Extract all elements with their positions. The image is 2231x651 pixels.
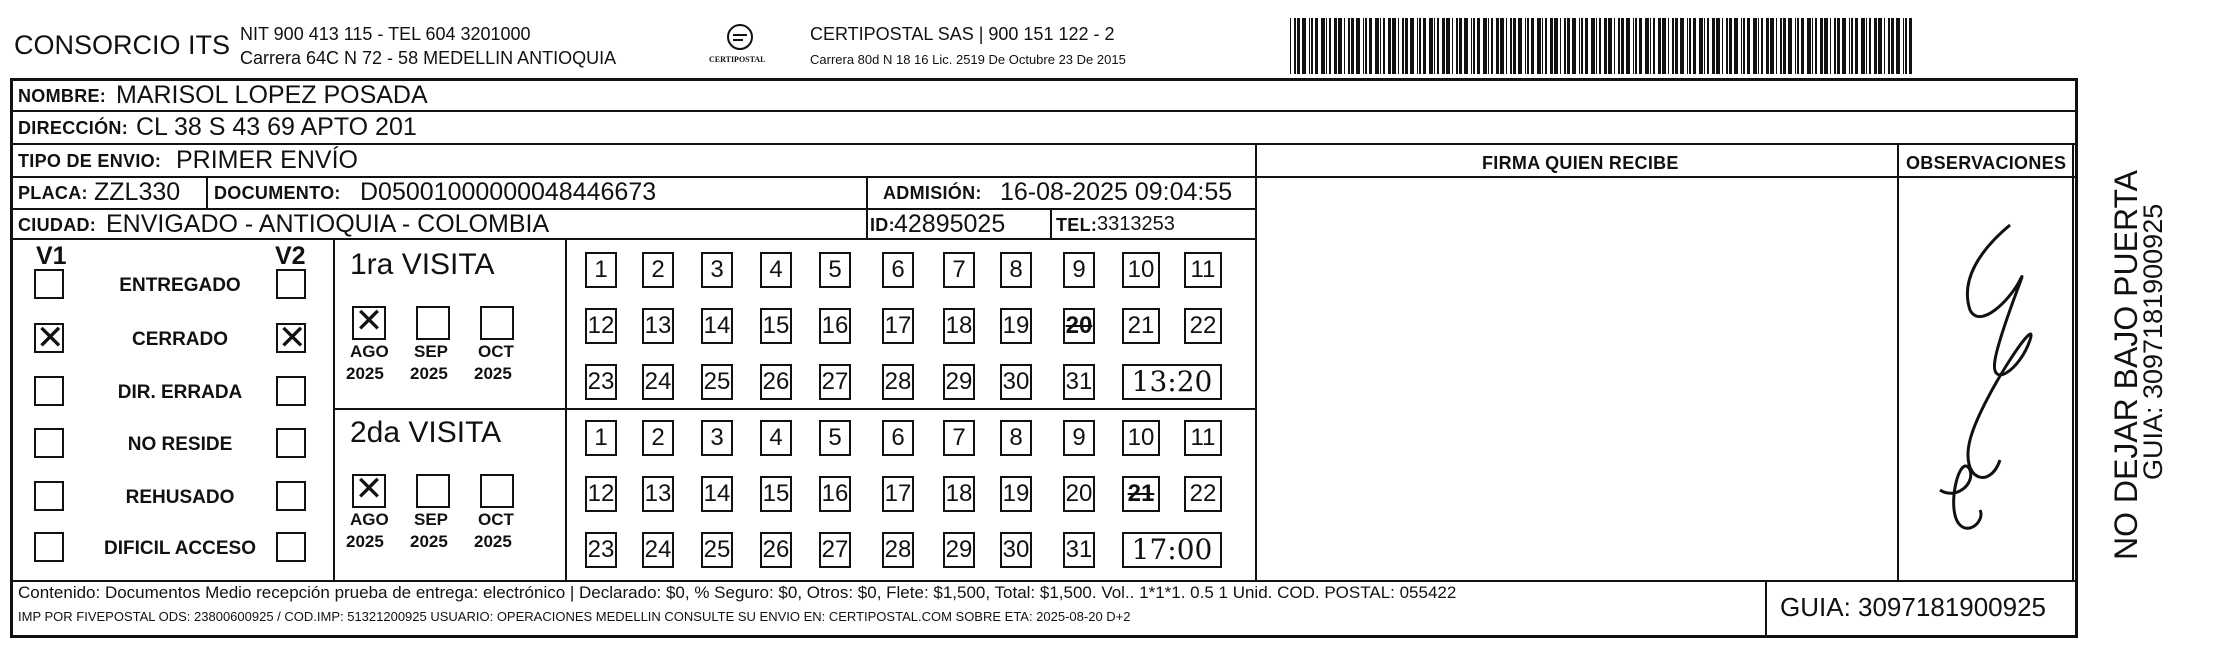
barcode-bar bbox=[1830, 18, 1831, 74]
barcode-bar bbox=[1442, 18, 1445, 74]
carrier-address: Carrera 80d N 18 16 Lic. 2519 De Octubre 23 De 2015 bbox=[810, 52, 1126, 67]
day-box[interactable]: 23 bbox=[585, 364, 617, 400]
day-box[interactable]: 27 bbox=[819, 532, 851, 568]
day-box[interactable]: 18 bbox=[943, 308, 975, 344]
month-label: AGO bbox=[350, 342, 389, 361]
barcode-bar bbox=[1596, 18, 1597, 74]
barcode-bar bbox=[1604, 18, 1607, 74]
barcode-bar bbox=[1849, 18, 1850, 74]
day-box[interactable]: 17 bbox=[882, 308, 914, 344]
visit-title: 1ra VISITA bbox=[350, 248, 495, 281]
barcode-bar bbox=[1437, 18, 1439, 74]
month-checkbox[interactable]: ✕ bbox=[352, 306, 386, 340]
day-box[interactable]: 17 bbox=[882, 476, 914, 512]
tipo-value: PRIMER ENVÍO bbox=[176, 146, 358, 174]
barcode-bar bbox=[1491, 18, 1493, 74]
month-label: OCT bbox=[478, 510, 514, 529]
barcode-bar bbox=[1380, 18, 1381, 74]
barcode-bar bbox=[1506, 18, 1507, 74]
day-box[interactable]: 7 bbox=[943, 420, 975, 456]
day-box[interactable]: 22 bbox=[1184, 308, 1222, 344]
barcode-bar bbox=[1650, 18, 1651, 74]
tel-label: TEL: bbox=[1056, 215, 1098, 235]
documento-value: D05001000000048446673 bbox=[360, 178, 657, 206]
barcode-bar bbox=[1537, 18, 1541, 74]
barcode-bar bbox=[1297, 18, 1300, 74]
barcode-bar bbox=[1542, 18, 1543, 74]
month-checkbox[interactable] bbox=[416, 306, 450, 340]
ciudad-label: CIUDAD: bbox=[18, 215, 97, 235]
barcode-bar bbox=[1834, 18, 1836, 74]
day-box[interactable]: 29 bbox=[943, 364, 975, 400]
day-box[interactable]: 24 bbox=[642, 364, 674, 400]
barcode-bar bbox=[1761, 18, 1763, 74]
v1-checkbox[interactable] bbox=[34, 376, 64, 406]
barcode-bar bbox=[1545, 18, 1547, 74]
barcode-bar bbox=[1776, 18, 1777, 74]
day-box[interactable]: 4 bbox=[760, 252, 792, 288]
barcode-bar bbox=[1527, 18, 1529, 74]
barcode-bar bbox=[1753, 18, 1757, 74]
v2-checkbox[interactable] bbox=[276, 532, 306, 562]
barcode-bar bbox=[1621, 18, 1624, 74]
barcode-bar bbox=[1689, 18, 1691, 74]
barcode-bar bbox=[1608, 18, 1612, 74]
day-box[interactable]: 3 bbox=[701, 252, 733, 288]
barcode-bar bbox=[1824, 18, 1828, 74]
month-year-label: 2025 bbox=[410, 364, 448, 383]
barcode-bar bbox=[1780, 18, 1782, 74]
v2-checkbox[interactable] bbox=[276, 376, 306, 406]
day-box[interactable]: 13 bbox=[642, 308, 674, 344]
barcode-bar bbox=[1874, 18, 1877, 74]
month-year-label: 2025 bbox=[346, 532, 384, 551]
barcode-bar bbox=[1398, 18, 1399, 74]
barcode-bar bbox=[1743, 18, 1745, 74]
barcode-bar bbox=[1452, 18, 1453, 74]
barcode-bar bbox=[1369, 18, 1372, 74]
day-box[interactable]: 1 bbox=[585, 252, 617, 288]
barcode-bar bbox=[1591, 18, 1595, 74]
day-box[interactable]: 19 bbox=[1000, 476, 1032, 512]
day-box[interactable]: 21 bbox=[1122, 308, 1160, 344]
barcode-bar bbox=[1471, 18, 1472, 74]
day-box[interactable]: 25 bbox=[701, 364, 733, 400]
status-option-label: CERRADO bbox=[131, 329, 229, 350]
company-name: CONSORCIO ITS bbox=[14, 30, 231, 60]
barcode-bar bbox=[1326, 18, 1327, 74]
day-box[interactable]: 30 bbox=[1000, 532, 1032, 568]
v2-label: V2 bbox=[275, 242, 306, 270]
barcode-bar bbox=[1812, 18, 1813, 74]
barcode-bar bbox=[1402, 18, 1404, 74]
day-box[interactable]: 23 bbox=[585, 532, 617, 568]
barcode-bar bbox=[1896, 18, 1900, 74]
admision-label: ADMISIÓN: bbox=[883, 183, 982, 203]
barcode-bar bbox=[1758, 18, 1759, 74]
barcode-bar bbox=[1572, 18, 1576, 74]
v1-label: V1 bbox=[36, 242, 67, 270]
v1-checkbox[interactable] bbox=[34, 269, 64, 299]
barcode-bar bbox=[1510, 18, 1512, 74]
day-box[interactable]: 3 bbox=[701, 420, 733, 456]
firma-header: FIRMA QUIEN RECIBE bbox=[1482, 153, 1679, 173]
day-box[interactable]: 21 bbox=[1122, 476, 1160, 512]
barcode-bar bbox=[1513, 18, 1516, 74]
footer-imp: IMP POR FIVEPOSTAL ODS: 23800600925 / COD.IMP: 51321200925 USUARIO: OPERACIONES MEDELLIN CONSULTE SU ENVIO EN: CERTIPOSTAL.COM SOBRE ETA: 2025-08-20 D+2 bbox=[18, 609, 1131, 624]
barcode-bar bbox=[1878, 18, 1882, 74]
id-label: ID: bbox=[870, 215, 895, 235]
barcode-bar bbox=[1639, 18, 1642, 74]
month-checkbox[interactable] bbox=[416, 474, 450, 508]
barcode-bar bbox=[1488, 18, 1489, 74]
barcode-bar bbox=[1581, 18, 1583, 74]
barcode-bar bbox=[1815, 18, 1817, 74]
day-box[interactable]: 5 bbox=[819, 420, 851, 456]
month-label: AGO bbox=[350, 510, 389, 529]
day-box[interactable]: 25 bbox=[701, 532, 733, 568]
day-box[interactable]: 9 bbox=[1063, 252, 1095, 288]
day-box[interactable]: 28 bbox=[882, 532, 914, 568]
company-nit: NIT 900 413 115 - TEL 604 3201000 bbox=[240, 24, 531, 44]
month-year-label: 2025 bbox=[474, 364, 512, 383]
status-option-label: DIR. ERRADA bbox=[117, 382, 243, 403]
barcode-bar bbox=[1795, 18, 1796, 74]
barcode-bar bbox=[1321, 18, 1325, 74]
barcode-bar bbox=[1365, 18, 1367, 74]
barcode-bar bbox=[1884, 18, 1885, 74]
barcode-bar bbox=[1851, 18, 1853, 74]
month-label: SEP bbox=[414, 342, 449, 361]
barcode-bar bbox=[1855, 18, 1858, 74]
observaciones-header: OBSERVACIONES bbox=[1906, 153, 2067, 173]
barcode-bar bbox=[1585, 18, 1588, 74]
barcode-bar bbox=[1675, 18, 1678, 74]
barcode-bar bbox=[1446, 18, 1450, 74]
barcode-bar bbox=[1311, 18, 1313, 74]
month-checkbox[interactable] bbox=[480, 306, 514, 340]
barcode-bar bbox=[1704, 18, 1705, 74]
barcode-bar bbox=[1302, 18, 1306, 74]
day-box[interactable]: 31 bbox=[1063, 532, 1095, 568]
month-year-label: 2025 bbox=[346, 364, 384, 383]
month-label: OCT bbox=[478, 342, 514, 361]
barcode-bar bbox=[1888, 18, 1890, 74]
barcode bbox=[1290, 18, 1920, 74]
nombre-value: MARISOL LOPEZ POSADA bbox=[116, 81, 428, 109]
barcode-bar bbox=[1891, 18, 1894, 74]
barcode-bar bbox=[1869, 18, 1871, 74]
day-box[interactable]: 14 bbox=[701, 476, 733, 512]
ciudad-value: ENVIGADO - ANTIOQUIA - COLOMBIA bbox=[106, 210, 550, 238]
direccion-value: CL 38 S 43 69 APTO 201 bbox=[136, 113, 417, 141]
day-box[interactable]: 13 bbox=[642, 476, 674, 512]
certipostal-logo bbox=[705, 22, 775, 68]
barcode-bar bbox=[1518, 18, 1522, 74]
day-box[interactable]: 15 bbox=[760, 476, 792, 512]
placa-label: PLACA: bbox=[18, 183, 88, 203]
barcode-bar bbox=[1618, 18, 1620, 74]
day-box[interactable]: 11 bbox=[1184, 420, 1222, 456]
barcode-bar bbox=[1626, 18, 1630, 74]
barcode-bar bbox=[1459, 18, 1462, 74]
day-box[interactable]: 15 bbox=[760, 308, 792, 344]
barcode-bar bbox=[1375, 18, 1379, 74]
barcode-bar bbox=[1668, 18, 1669, 74]
barcode-bar bbox=[1861, 18, 1865, 74]
barcode-bar bbox=[1419, 18, 1421, 74]
direccion-label: DIRECCIÓN: bbox=[18, 118, 128, 138]
barcode-bar bbox=[1309, 18, 1310, 74]
v2-checkbox[interactable] bbox=[276, 269, 306, 299]
carrier-name: CERTIPOSTAL SAS | 900 151 122 - 2 bbox=[810, 24, 1115, 44]
barcode-bar bbox=[1579, 18, 1580, 74]
day-box[interactable]: 12 bbox=[585, 476, 617, 512]
admision-value: 16-08-2025 09:04:55 bbox=[1000, 178, 1233, 206]
barcode-bar bbox=[1417, 18, 1418, 74]
v1-checkbox[interactable]: ✕ bbox=[36, 318, 65, 358]
barcode-bar bbox=[1653, 18, 1655, 74]
day-box[interactable]: 20 bbox=[1063, 476, 1095, 512]
day-box[interactable]: 7 bbox=[943, 252, 975, 288]
barcode-bar bbox=[1392, 18, 1396, 74]
barcode-bar bbox=[1680, 18, 1684, 74]
documento-label: DOCUMENTO: bbox=[214, 183, 341, 203]
v2-checkbox[interactable]: ✕ bbox=[278, 318, 307, 358]
barcode-bar bbox=[1599, 18, 1601, 74]
day-box[interactable]: 8 bbox=[1000, 252, 1032, 288]
barcode-bar bbox=[1338, 18, 1342, 74]
barcode-bar bbox=[1662, 18, 1666, 74]
barcode-bar bbox=[1334, 18, 1337, 74]
day-box[interactable]: 12 bbox=[585, 308, 617, 344]
barcode-bar bbox=[1423, 18, 1426, 74]
barcode-bar bbox=[1344, 18, 1345, 74]
barcode-bar bbox=[1456, 18, 1458, 74]
day-box[interactable]: 28 bbox=[882, 364, 914, 400]
barcode-bar bbox=[1905, 18, 1907, 74]
day-box[interactable]: 26 bbox=[760, 364, 792, 400]
barcode-bar bbox=[1783, 18, 1786, 74]
barcode-bar bbox=[1554, 18, 1558, 74]
barcode-bar bbox=[1429, 18, 1433, 74]
signature bbox=[1900, 190, 2070, 570]
month-year-label: 2025 bbox=[410, 532, 448, 551]
day-box[interactable]: 30 bbox=[1000, 364, 1032, 400]
barcode-bar bbox=[1315, 18, 1318, 74]
barcode-bar bbox=[1550, 18, 1553, 74]
month-label: SEP bbox=[414, 510, 449, 529]
day-box[interactable]: 9 bbox=[1063, 420, 1095, 456]
barcode-bar bbox=[1807, 18, 1811, 74]
day-box[interactable]: 16 bbox=[819, 476, 851, 512]
barcode-bar bbox=[1699, 18, 1703, 74]
barcode-bar bbox=[1797, 18, 1799, 74]
day-box[interactable]: 22 bbox=[1184, 476, 1222, 512]
day-box[interactable]: 8 bbox=[1000, 420, 1032, 456]
barcode-bar bbox=[1687, 18, 1688, 74]
month-year-label: 2025 bbox=[474, 532, 512, 551]
nombre-label: NOMBRE: bbox=[18, 86, 107, 106]
barcode-bar bbox=[1820, 18, 1823, 74]
barcode-bar bbox=[1388, 18, 1391, 74]
tipo-label: TIPO DE ENVIO: bbox=[18, 151, 162, 171]
day-box[interactable]: 24 bbox=[642, 532, 674, 568]
barcode-bar bbox=[1560, 18, 1561, 74]
day-box[interactable]: 31 bbox=[1063, 364, 1095, 400]
day-box[interactable]: 2 bbox=[642, 252, 674, 288]
barcode-bar bbox=[1716, 18, 1720, 74]
footer-content: Contenido: Documentos Medio recepción prueba de entrega: electrónico | Declarado: $0, % Seguro: $0, Otros: $0, Flete: $1,500, Total: $1,500. Vol.. 1*1*1. 0.5 1 Unid. COD. POSTAL: 055422 bbox=[18, 583, 1457, 602]
day-box[interactable]: 6 bbox=[882, 252, 914, 288]
day-box[interactable]: 14 bbox=[701, 308, 733, 344]
barcode-bar bbox=[1707, 18, 1709, 74]
side-warning: NO DEJAR BAJO PUERTA bbox=[2108, 170, 2144, 560]
status-option-label: NO RESIDE bbox=[127, 434, 233, 455]
month-checkbox[interactable]: ✕ bbox=[352, 474, 386, 508]
barcode-bar bbox=[1356, 18, 1360, 74]
placa-value: ZZL330 bbox=[94, 178, 181, 206]
v2-checkbox[interactable] bbox=[276, 428, 306, 458]
barcode-bar bbox=[1351, 18, 1354, 74]
barcode-bar bbox=[1567, 18, 1570, 74]
day-box[interactable]: 18 bbox=[943, 476, 975, 512]
barcode-bar bbox=[1788, 18, 1792, 74]
day-box[interactable]: 27 bbox=[819, 364, 851, 400]
barcode-bar bbox=[1766, 18, 1769, 74]
barcode-bar bbox=[1770, 18, 1774, 74]
barcode-bar bbox=[1531, 18, 1534, 74]
barcode-bar bbox=[1405, 18, 1408, 74]
barcode-bar bbox=[1348, 18, 1350, 74]
barcode-bar bbox=[1477, 18, 1480, 74]
barcode-bar bbox=[1741, 18, 1742, 74]
tel-value: 3313253 bbox=[1097, 213, 1175, 235]
barcode-bar bbox=[1329, 18, 1331, 74]
day-box[interactable]: 10 bbox=[1122, 252, 1160, 288]
day-box[interactable]: 20 bbox=[1063, 308, 1095, 344]
status-option-label: ENTREGADO bbox=[119, 275, 241, 296]
barcode-bar bbox=[1500, 18, 1504, 74]
v2-checkbox[interactable] bbox=[276, 481, 306, 511]
footer-guia: GUIA: 3097181900925 bbox=[1780, 592, 2046, 622]
v1-checkbox[interactable] bbox=[34, 481, 64, 511]
month-checkbox[interactable] bbox=[480, 474, 514, 508]
barcode-bar bbox=[1564, 18, 1566, 74]
day-box[interactable]: 1 bbox=[585, 420, 617, 456]
barcode-bar bbox=[1729, 18, 1732, 74]
day-box[interactable]: 5 bbox=[819, 252, 851, 288]
barcode-bar bbox=[1645, 18, 1649, 74]
barcode-bar bbox=[1496, 18, 1499, 74]
barcode-bar bbox=[1658, 18, 1661, 74]
barcode-bar bbox=[1525, 18, 1526, 74]
barcode-bar bbox=[1434, 18, 1435, 74]
barcode-bar bbox=[1464, 18, 1468, 74]
barcode-bar bbox=[1635, 18, 1637, 74]
day-box[interactable]: 2 bbox=[642, 420, 674, 456]
barcode-bar bbox=[1726, 18, 1728, 74]
visit-title: 2da VISITA bbox=[350, 416, 502, 449]
barcode-bar bbox=[1633, 18, 1634, 74]
barcode-bar bbox=[1866, 18, 1867, 74]
barcode-bar bbox=[1722, 18, 1723, 74]
barcode-bar bbox=[1672, 18, 1674, 74]
logo-caption: CERTIPOSTAL bbox=[709, 55, 766, 64]
day-box[interactable]: 10 bbox=[1122, 420, 1160, 456]
v1-checkbox[interactable] bbox=[34, 428, 64, 458]
visit-time[interactable]: 17:00 bbox=[1122, 532, 1222, 568]
day-box[interactable]: 11 bbox=[1184, 252, 1222, 288]
barcode-bar bbox=[1801, 18, 1804, 74]
barcode-bar bbox=[1383, 18, 1385, 74]
day-box[interactable]: 6 bbox=[882, 420, 914, 456]
barcode-bar bbox=[1473, 18, 1475, 74]
company-address: Carrera 64C N 72 - 58 MEDELLIN ANTIOQUIA bbox=[240, 48, 617, 68]
barcode-bar bbox=[1614, 18, 1615, 74]
barcode-bar bbox=[1842, 18, 1846, 74]
day-box[interactable]: 19 bbox=[1000, 308, 1032, 344]
day-box[interactable]: 4 bbox=[760, 420, 792, 456]
barcode-bar bbox=[1693, 18, 1696, 74]
barcode-bar bbox=[1712, 18, 1715, 74]
barcode-bar bbox=[1747, 18, 1750, 74]
barcode-bar bbox=[1837, 18, 1840, 74]
barcode-bar bbox=[1483, 18, 1487, 74]
id-value: 42895025 bbox=[894, 210, 1006, 238]
v1-checkbox[interactable] bbox=[34, 532, 64, 562]
status-option-label: DIFICIL ACCESO bbox=[103, 538, 256, 559]
visit-time[interactable]: 13:20 bbox=[1122, 364, 1222, 400]
barcode-bar bbox=[1363, 18, 1364, 74]
barcode-bar bbox=[1903, 18, 1904, 74]
day-box[interactable]: 26 bbox=[760, 532, 792, 568]
day-box[interactable]: 29 bbox=[943, 532, 975, 568]
barcode-bar bbox=[1290, 18, 1291, 74]
day-box[interactable]: 16 bbox=[819, 308, 851, 344]
barcode-bar bbox=[1734, 18, 1738, 74]
barcode-bar bbox=[1410, 18, 1414, 74]
status-option-label: REHUSADO bbox=[125, 487, 235, 508]
barcode-bar bbox=[1294, 18, 1296, 74]
side-guia: GUIA: 3097181900925 bbox=[2138, 203, 2168, 480]
barcode-bar bbox=[1909, 18, 1912, 74]
